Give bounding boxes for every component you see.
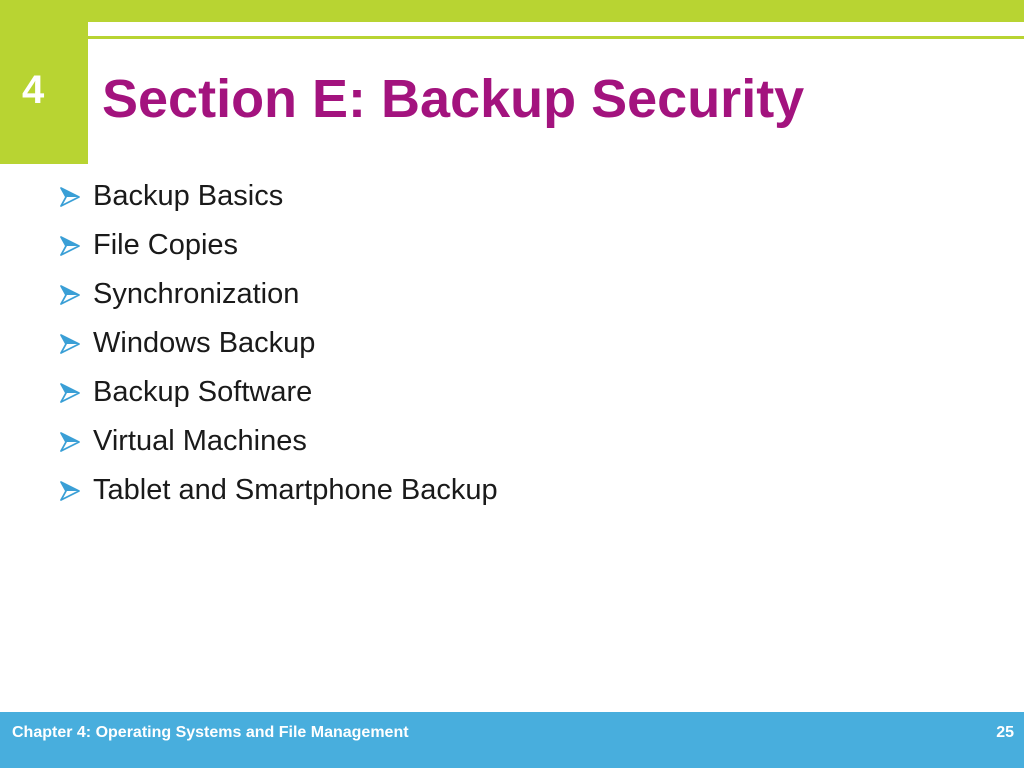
- bullet-text: Tablet and Smartphone Backup: [93, 474, 498, 506]
- list-item: [58, 417, 498, 466]
- list-item: [58, 368, 498, 417]
- chapter-number: 4: [22, 68, 45, 112]
- chapter-badge: [0, 22, 88, 164]
- accent-line: [88, 36, 1024, 39]
- bullet-text: Virtual Machines: [93, 425, 307, 457]
- list-item: [58, 466, 498, 515]
- arrow-bullet-icon: [58, 284, 82, 306]
- arrow-bullet-icon: [58, 333, 82, 355]
- arrow-bullet-icon: [58, 382, 82, 404]
- bullet-text: Backup Software: [93, 376, 313, 408]
- arrow-bullet-icon: [58, 186, 82, 208]
- slide-number: 25: [996, 724, 1014, 741]
- arrow-bullet-icon: [58, 480, 82, 502]
- top-accent-bar: [0, 0, 1024, 22]
- footer-bar: [0, 712, 1024, 768]
- footer-chapter-text: Chapter 4: Operating Systems and File Management: [12, 724, 409, 741]
- bullet-text: Windows Backup: [93, 327, 316, 359]
- arrow-bullet-icon: [58, 431, 82, 453]
- bullet-text: Synchronization: [93, 278, 300, 310]
- arrow-bullet-icon: [58, 235, 82, 257]
- list-item: [58, 270, 498, 319]
- list-item: [58, 221, 498, 270]
- bullet-text: File Copies: [93, 229, 239, 261]
- list-item: [58, 319, 498, 368]
- slide-title: Section E: Backup Security: [102, 69, 805, 129]
- bullet-list: [58, 172, 498, 515]
- bullet-text: Backup Basics: [93, 180, 284, 212]
- list-item: [58, 172, 498, 221]
